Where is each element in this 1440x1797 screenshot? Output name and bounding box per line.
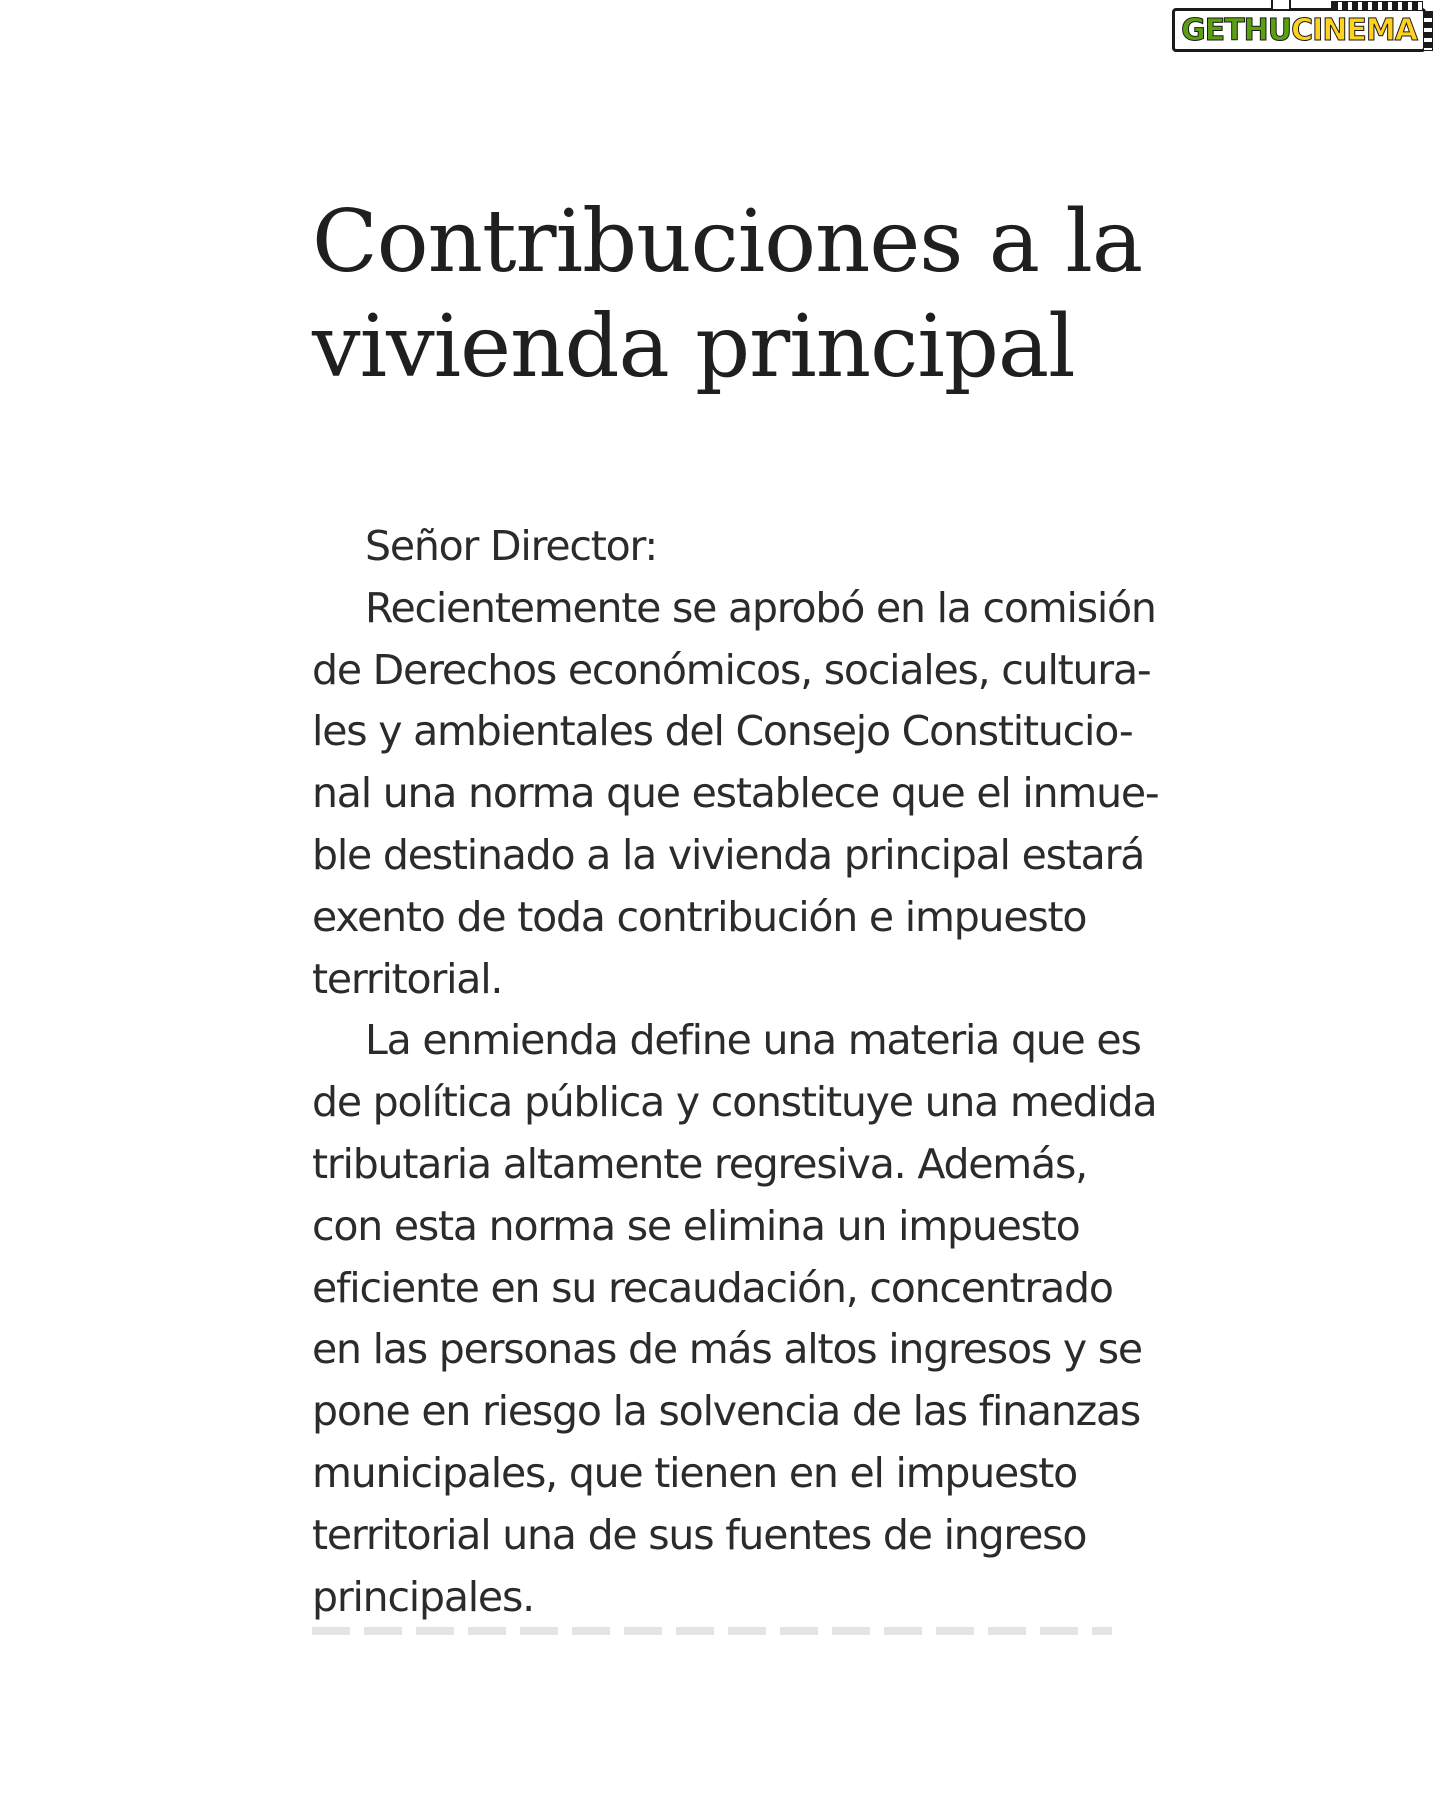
paragraph-1-line: les y ambientales del Consejo Constitucio- <box>312 707 1133 756</box>
paragraph-2-line: eficiente en su recaudación, concentrado <box>312 1263 1113 1312</box>
article <box>312 190 1212 1628</box>
paragraph-2-line: de política pública y constituye una medida <box>312 1078 1157 1127</box>
film-strip-side-icon <box>1423 11 1433 51</box>
watermark-text-gethu: GETHU <box>1181 12 1292 48</box>
paragraph-1-line: de Derechos económicos, sociales, cultura- <box>312 645 1151 694</box>
paragraph-2-line: La enmienda define una materia que es <box>365 1016 1141 1065</box>
film-strip-icon <box>1331 1 1423 11</box>
paragraph-1-line: nal una norma que establece que el inmue- <box>312 769 1159 818</box>
paragraph-2 <box>312 1010 1192 1628</box>
watermark-logo <box>1172 8 1426 52</box>
headline <box>312 190 1212 400</box>
watermark-box <box>1172 8 1426 52</box>
paragraph-2-line: con esta norma se elimina un impuesto <box>312 1201 1080 1250</box>
article-body <box>312 516 1192 1628</box>
paragraph-1-line: Recientemente se aprobó en la comisión <box>365 583 1156 632</box>
salutation-text: Señor Director: <box>365 522 658 570</box>
paragraph-2-line: territorial una de sus fuentes de ingreso <box>312 1510 1087 1559</box>
paragraph-1 <box>312 578 1192 1011</box>
paragraph-2-line: tributaria altamente regresiva. Además, <box>312 1139 1087 1188</box>
paragraph-1-line: territorial. <box>312 954 503 1003</box>
salutation <box>312 516 1192 578</box>
paragraph-2-line: pone en riesgo la solvencia de las finanzas <box>312 1387 1141 1436</box>
watermark-text-cinema: CINEMA <box>1291 12 1417 48</box>
paragraph-2-line: principales. <box>312 1572 534 1621</box>
paragraph-1-line: exento de toda contribución e impuesto <box>312 892 1087 941</box>
paragraph-2-line: municipales, que tienen en el impuesto <box>312 1448 1077 1497</box>
camera-icon <box>1271 0 1291 11</box>
headline-line-1: Contribuciones a la <box>312 192 1143 292</box>
paragraph-2-line: en las personas de más altos ingresos y se <box>312 1325 1142 1374</box>
headline-line-2: vivienda principal <box>312 297 1075 397</box>
paragraph-1-line: ble destinado a la vivienda principal estará <box>312 830 1145 879</box>
cropped-next-line <box>312 1627 1112 1635</box>
